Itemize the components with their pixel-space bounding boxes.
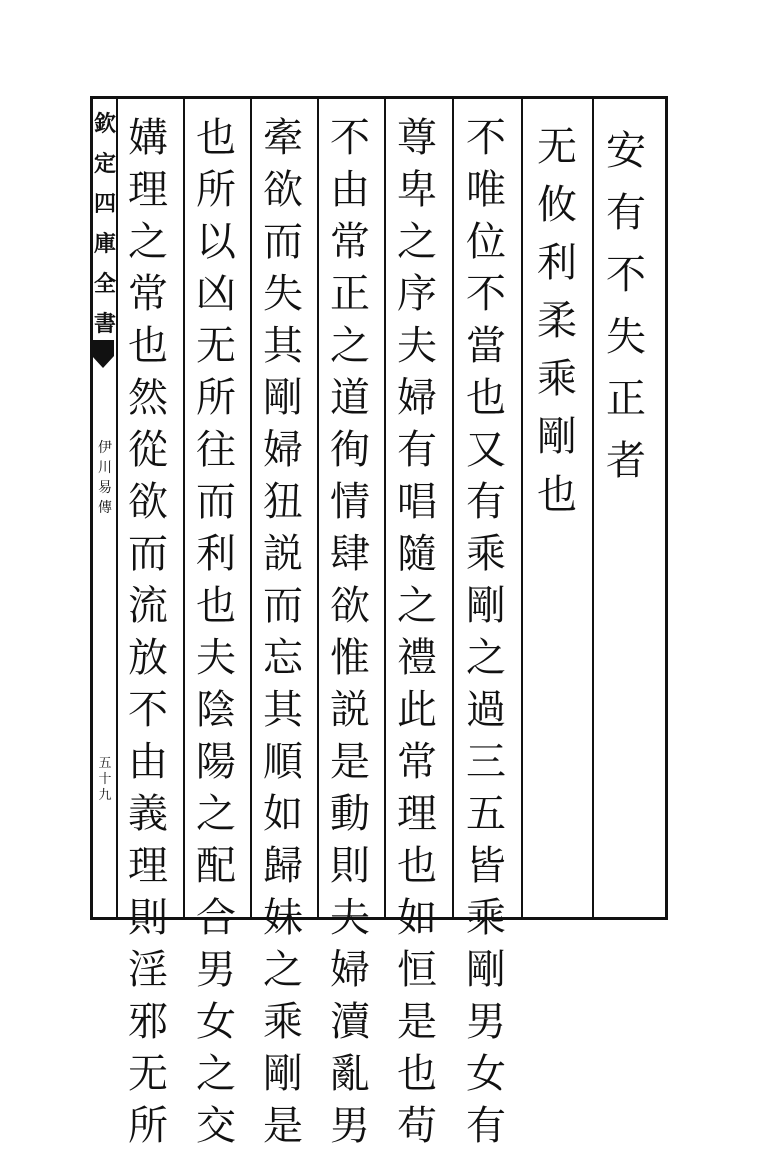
text-char: 剛	[537, 414, 577, 460]
text-char: 之	[397, 583, 437, 629]
text-char: 卑	[397, 167, 437, 213]
text-char: 淫	[128, 947, 168, 993]
text-char: 而	[128, 531, 168, 577]
text-char: 序	[397, 271, 437, 317]
column-divider	[452, 99, 454, 917]
text-char: 説	[330, 687, 370, 733]
text-char: 男	[330, 1103, 370, 1149]
text-char: 也	[397, 843, 437, 889]
text-char: 理	[128, 843, 168, 889]
text-char: 苟	[397, 1103, 437, 1149]
text-char: 邪	[128, 999, 168, 1045]
text-column-5	[323, 112, 377, 1149]
text-char: 有	[466, 479, 506, 525]
text-char: 尊	[397, 115, 437, 161]
text-char: 剛	[466, 583, 506, 629]
text-char: 理	[128, 167, 168, 213]
text-char: 不	[466, 271, 506, 317]
text-char: 者	[606, 438, 646, 484]
margin-title	[94, 104, 116, 344]
text-char: 也	[196, 583, 236, 629]
text-char: 往	[196, 427, 236, 473]
text-char: 則	[128, 895, 168, 941]
text-char: 從	[128, 427, 168, 473]
text-char: 夫	[397, 323, 437, 369]
text-char: 之	[128, 219, 168, 265]
text-char: 理	[397, 791, 437, 837]
text-char: 隨	[397, 531, 437, 577]
column-divider	[183, 99, 185, 917]
text-char: 動	[330, 791, 370, 837]
text-char: 女	[196, 999, 236, 1045]
text-char: 乘	[466, 531, 506, 577]
text-char: 交	[196, 1103, 236, 1149]
text-char: 失	[263, 271, 303, 317]
text-char: 正	[330, 271, 370, 317]
text-char: 由	[330, 167, 370, 213]
text-char: 如	[397, 895, 437, 941]
text-char: 欲	[263, 167, 303, 213]
text-char: 三	[466, 739, 506, 785]
text-char: 所	[128, 1103, 168, 1149]
text-char: 剛	[263, 1051, 303, 1097]
text-char: 之	[196, 791, 236, 837]
text-char: 合	[196, 895, 236, 941]
text-char: 利	[196, 531, 236, 577]
text-char: 常	[397, 739, 437, 785]
text-char: 所	[196, 167, 236, 213]
text-char: 之	[466, 635, 506, 681]
margin-title-char: 書	[94, 311, 117, 337]
text-char: 則	[330, 843, 370, 889]
text-char: 失	[606, 314, 646, 360]
text-column-4	[390, 112, 444, 1149]
text-char: 其	[263, 687, 303, 733]
text-char: 妹	[263, 895, 303, 941]
text-char: 不	[330, 115, 370, 161]
column-divider	[317, 99, 319, 917]
column-divider	[592, 99, 594, 917]
text-char: 配	[196, 843, 236, 889]
fishtail-mark	[92, 340, 114, 368]
text-char: 婦	[263, 427, 303, 473]
text-char: 男	[466, 999, 506, 1045]
text-char: 所	[196, 375, 236, 421]
margin-title-char: 欽	[94, 111, 117, 137]
text-char: 又	[466, 427, 506, 473]
text-char: 肆	[330, 531, 370, 577]
text-char: 常	[128, 271, 168, 317]
text-char: 放	[128, 635, 168, 681]
text-char: 而	[196, 479, 236, 525]
text-column-8	[121, 112, 175, 1149]
text-char: 也	[466, 375, 506, 421]
text-char: 无	[537, 124, 577, 170]
text-char: 是	[263, 1103, 303, 1149]
text-char: 牽	[263, 115, 303, 161]
text-char: 媾	[128, 115, 168, 161]
text-char: 情	[330, 479, 370, 525]
text-char: 凶	[196, 271, 236, 317]
text-char: 柔	[537, 298, 577, 344]
text-char: 有	[397, 427, 437, 473]
text-column-7	[189, 112, 243, 1149]
column-divider	[521, 99, 523, 917]
text-char: 唯	[466, 167, 506, 213]
text-char: 攸	[537, 182, 577, 228]
text-char: 之	[263, 947, 303, 993]
text-char: 道	[330, 375, 370, 421]
text-char: 此	[397, 687, 437, 733]
text-char: 皆	[466, 843, 506, 889]
text-char: 惟	[330, 635, 370, 681]
text-char: 也	[537, 472, 577, 518]
margin-book-char: 易	[98, 480, 112, 496]
text-char: 亂	[330, 1051, 370, 1097]
margin-book-char: 傳	[98, 500, 112, 516]
margin-page-char: 五	[98, 756, 112, 771]
text-char: 乘	[263, 999, 303, 1045]
margin-book-char: 川	[98, 460, 112, 476]
text-char: 是	[397, 999, 437, 1045]
text-char: 是	[330, 739, 370, 785]
margin-book-title	[94, 438, 116, 518]
text-char: 不	[128, 687, 168, 733]
text-char: 夫	[196, 635, 236, 681]
text-char: 而	[263, 583, 303, 629]
text-char: 由	[128, 739, 168, 785]
text-char: 陰	[196, 687, 236, 733]
text-char: 之	[397, 219, 437, 265]
text-char: 過	[466, 687, 506, 733]
text-char: 禮	[397, 635, 437, 681]
margin-page-char: 九	[98, 788, 112, 803]
text-char: 不	[466, 115, 506, 161]
text-char: 不	[606, 252, 646, 298]
text-char: 利	[537, 240, 577, 286]
margin-title-char: 定	[94, 151, 117, 177]
margin-title-char: 全	[94, 271, 117, 297]
margin-title-char: 庫	[94, 231, 117, 257]
text-char: 乘	[466, 895, 506, 941]
column-divider	[250, 99, 252, 917]
text-char: 剛	[466, 947, 506, 993]
text-char: 乘	[537, 356, 577, 402]
margin-page-char: 十	[98, 772, 112, 787]
text-char: 位	[466, 219, 506, 265]
text-char: 説	[263, 531, 303, 577]
text-char: 夫	[330, 895, 370, 941]
text-char: 而	[263, 219, 303, 265]
text-char: 流	[128, 583, 168, 629]
margin-page-number	[94, 756, 116, 804]
text-char: 狃	[263, 479, 303, 525]
text-char: 然	[128, 375, 168, 421]
text-char: 剛	[263, 375, 303, 421]
text-column-1	[599, 120, 653, 920]
text-char: 歸	[263, 843, 303, 889]
text-char: 婦	[330, 947, 370, 993]
text-column-3	[459, 112, 513, 1149]
text-char: 无	[196, 323, 236, 369]
text-char: 男	[196, 947, 236, 993]
text-char: 義	[128, 791, 168, 837]
text-char: 如	[263, 791, 303, 837]
text-char: 欲	[128, 479, 168, 525]
margin-book-char: 伊	[98, 440, 112, 456]
text-char: 正	[606, 376, 646, 422]
text-char: 忘	[263, 635, 303, 681]
text-char: 安	[606, 128, 646, 174]
text-char: 以	[196, 219, 236, 265]
column-divider	[384, 99, 386, 917]
text-char: 也	[128, 323, 168, 369]
text-char: 徇	[330, 427, 370, 473]
text-char: 之	[196, 1051, 236, 1097]
text-char: 无	[128, 1051, 168, 1097]
text-char: 女	[466, 1051, 506, 1097]
text-char: 之	[330, 323, 370, 369]
text-char: 恒	[397, 947, 437, 993]
text-char: 五	[466, 791, 506, 837]
margin-title-char: 四	[94, 191, 117, 217]
text-char: 欲	[330, 583, 370, 629]
text-column-2	[530, 118, 584, 918]
text-char: 有	[466, 1103, 506, 1149]
text-char: 常	[330, 219, 370, 265]
text-char: 瀆	[330, 999, 370, 1045]
text-char: 陽	[196, 739, 236, 785]
text-char: 有	[606, 190, 646, 236]
text-char: 當	[466, 323, 506, 369]
text-char: 也	[397, 1051, 437, 1097]
text-char: 順	[263, 739, 303, 785]
text-column-6	[256, 112, 310, 1149]
text-char: 唱	[397, 479, 437, 525]
text-char: 其	[263, 323, 303, 369]
text-char: 也	[196, 115, 236, 161]
text-char: 婦	[397, 375, 437, 421]
